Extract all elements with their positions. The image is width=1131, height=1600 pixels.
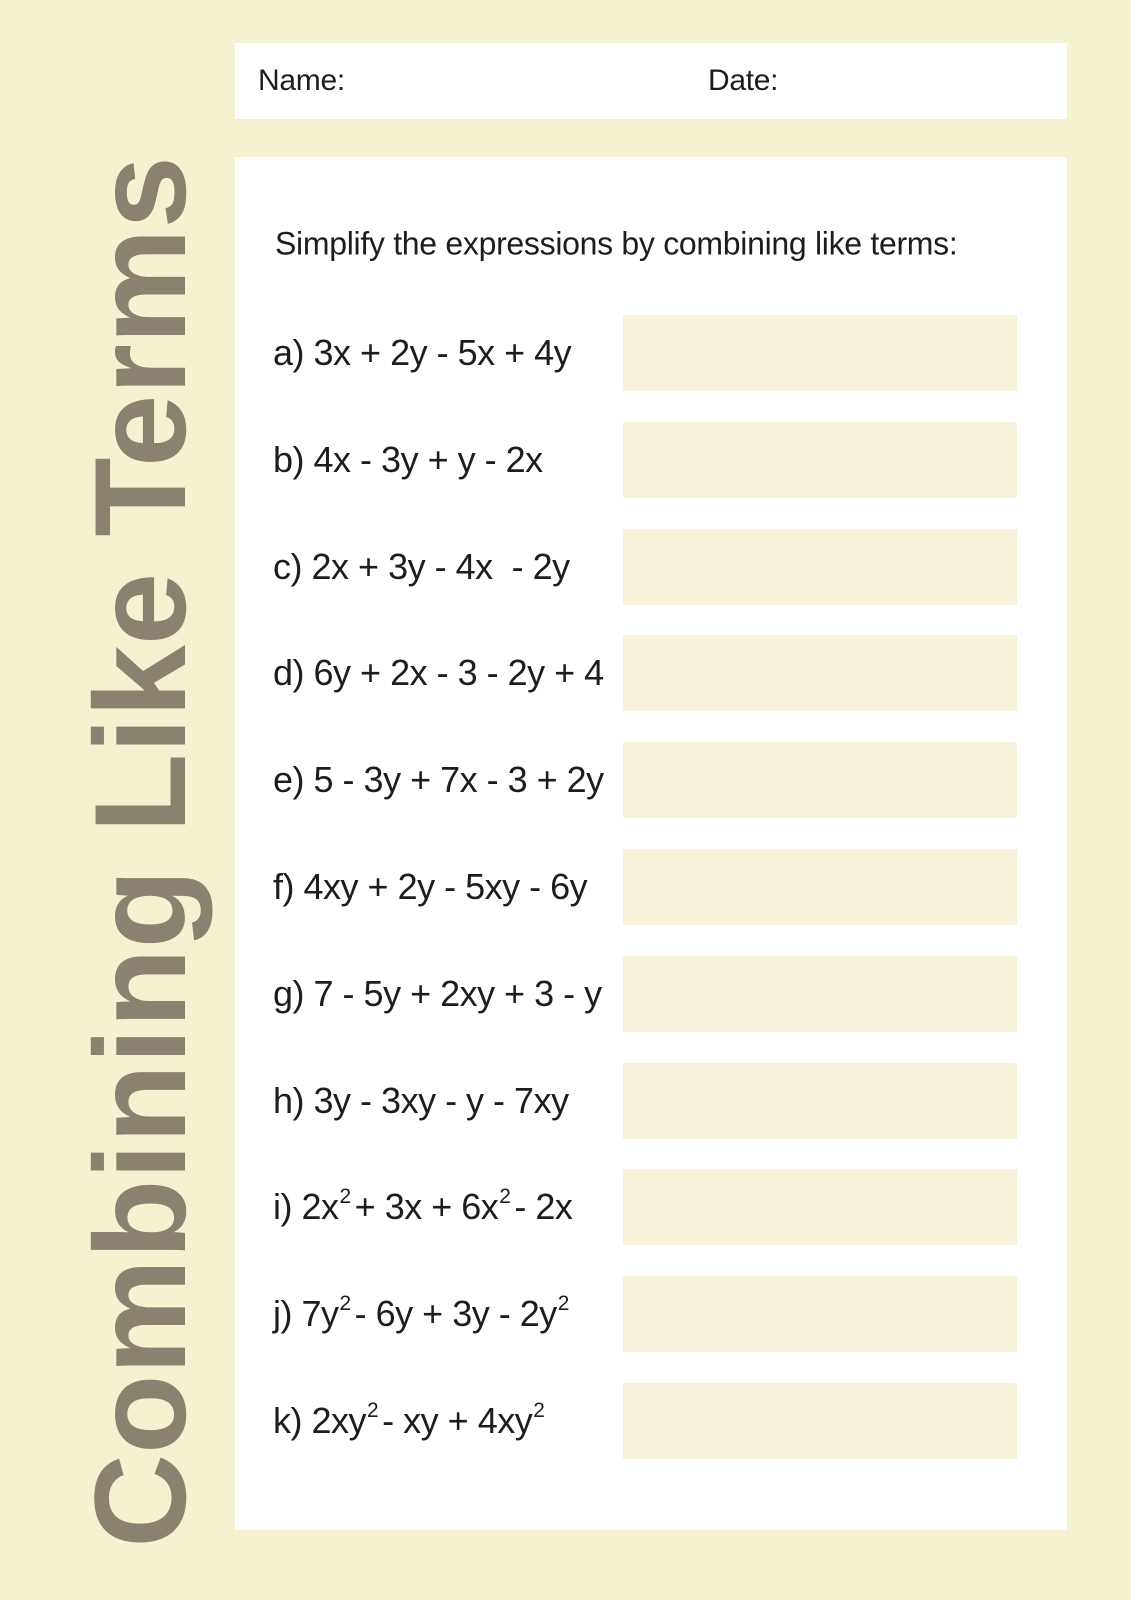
problem-label: i) — [273, 1186, 292, 1227]
answer-box[interactable] — [623, 315, 1017, 391]
name-label: Name: — [258, 64, 345, 97]
problem-expression: b) 4x - 3y + y - 2x — [273, 439, 543, 480]
problem-row — [235, 849, 1067, 925]
answer-box[interactable] — [623, 422, 1017, 498]
name-date-bar — [235, 43, 1067, 119]
problems — [235, 157, 1067, 1530]
answer-box[interactable] — [623, 1063, 1017, 1139]
page-title: Combining Like Terms — [67, 156, 213, 1548]
superscript: 2 — [339, 1291, 351, 1315]
answer-box[interactable] — [623, 1383, 1017, 1459]
problem-row — [235, 1276, 1067, 1352]
problem-label: d) — [273, 652, 305, 693]
problem-expression: d) 6y + 2x - 3 - 2y + 4 — [273, 652, 604, 693]
answer-box[interactable] — [623, 1276, 1017, 1352]
superscript: 2 — [339, 1184, 351, 1208]
problem-row — [235, 635, 1067, 711]
superscript: 2 — [367, 1398, 379, 1422]
problem-label: g) — [273, 973, 305, 1014]
problem-expression: c) 2x + 3y - 4x - 2y — [273, 546, 570, 587]
superscript: 2 — [533, 1398, 545, 1422]
answer-box[interactable] — [623, 956, 1017, 1032]
superscript: 2 — [499, 1184, 511, 1208]
instruction-text: Simplify the expressions by combining like terms: — [275, 225, 958, 262]
problem-label: c) — [273, 546, 302, 587]
problem-label: f) — [273, 866, 294, 907]
problem-label: h) — [273, 1080, 305, 1121]
problem-row — [235, 422, 1067, 498]
problem-row — [235, 315, 1067, 391]
problem-expression: g) 7 - 5y + 2xy + 3 - y — [273, 973, 602, 1014]
date-label: Date: — [708, 64, 779, 97]
superscript: 2 — [557, 1291, 569, 1315]
problem-expression: j) $7y^2 - 6y + 3y - 2y^2$ — [273, 1291, 569, 1334]
problem-label: k) — [273, 1400, 302, 1441]
answer-box[interactable] — [623, 742, 1017, 818]
problem-expression: k) $2xy^2$ - xy + $4xy^2$ — [273, 1398, 545, 1441]
answer-box[interactable] — [623, 529, 1017, 605]
problem-expression: h) 3y - 3xy - y - 7xy — [273, 1080, 569, 1121]
problem-expression: e) 5 - 3y + 7x - 3 + 2y — [273, 759, 604, 800]
problem-expression: a) 3x + 2y - 5x + 4y — [273, 332, 572, 373]
problem-row — [235, 1169, 1067, 1245]
answer-box[interactable] — [623, 1169, 1017, 1245]
answer-box[interactable] — [623, 635, 1017, 711]
problem-label: a) — [273, 332, 305, 373]
problem-row — [235, 1063, 1067, 1139]
problem-row — [235, 742, 1067, 818]
problem-row — [235, 956, 1067, 1032]
worksheet-panel — [235, 157, 1067, 1530]
problem-row — [235, 1383, 1067, 1459]
problem-expression: i) $2x^2 + 3x + 6x^2 - 2x$ — [273, 1184, 573, 1227]
problem-expression: f) 4xy + 2y - 5xy - 6y — [273, 866, 588, 907]
problem-label: e) — [273, 759, 305, 800]
problem-row — [235, 529, 1067, 605]
problem-label: b) — [273, 439, 305, 480]
problem-label: j) — [273, 1293, 292, 1334]
answer-box[interactable] — [623, 849, 1017, 925]
